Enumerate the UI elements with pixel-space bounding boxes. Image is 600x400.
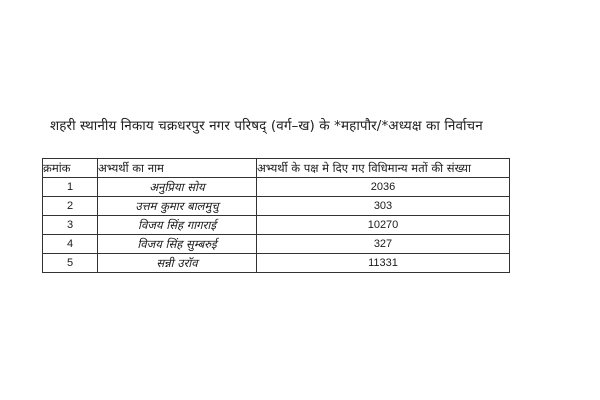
- row-serial-number: 1: [43, 178, 98, 197]
- table-row: [43, 235, 510, 254]
- document-title: शहरी स्थानीय निकाय चक्रधरपुर नगर परिषद् (वर्ग–ख) के *महापौर/*अध्यक्ष का निर्वाचन: [50, 118, 483, 134]
- results-table: [42, 158, 510, 273]
- row-vote-count: 303: [257, 197, 510, 216]
- row-serial-number: 3: [43, 216, 98, 235]
- row-candidate-name: विजय सिंह गागराई: [98, 216, 257, 235]
- row-serial-number: 2: [43, 197, 98, 216]
- table-row: [43, 178, 510, 197]
- row-vote-count: 10270: [257, 216, 510, 235]
- table-row: [43, 254, 510, 273]
- table-row: [43, 216, 510, 235]
- row-candidate-name: अनुप्रिया सोय: [98, 178, 257, 197]
- header-candidate-name: अभ्यर्थी का नाम: [98, 159, 257, 178]
- row-candidate-name: सन्नी उरॉव: [98, 254, 257, 273]
- row-candidate-name: विजय सिंह सुम्बरुई: [98, 235, 257, 254]
- table-header-row: [43, 159, 510, 178]
- table-row: [43, 197, 510, 216]
- row-vote-count: 11331: [257, 254, 510, 273]
- row-serial-number: 4: [43, 235, 98, 254]
- row-serial-number: 5: [43, 254, 98, 273]
- header-valid-votes: अभ्यर्थी के पक्ष मे दिए गए विधिमान्य मतों की संख्या: [257, 159, 510, 178]
- row-vote-count: 2036: [257, 178, 510, 197]
- row-vote-count: 327: [257, 235, 510, 254]
- row-candidate-name: उत्तम कुमार बालमुचु: [98, 197, 257, 216]
- header-serial-number: क्रमांक: [43, 159, 98, 178]
